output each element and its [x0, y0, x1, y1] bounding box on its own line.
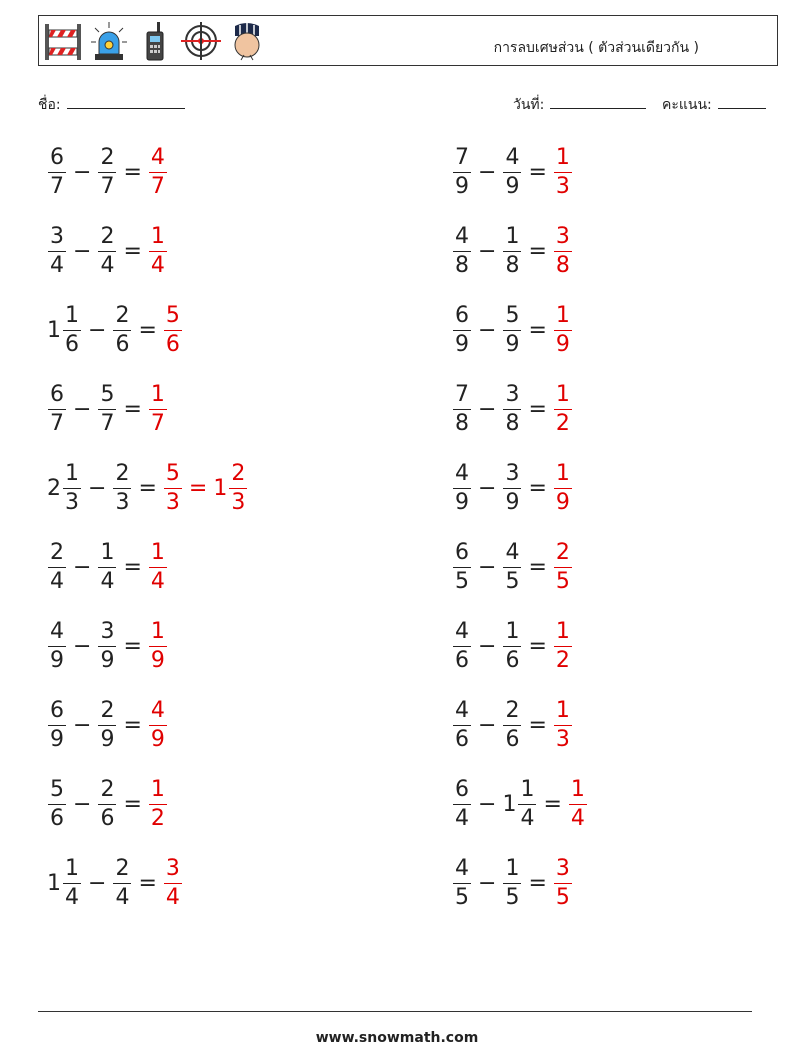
minus-sign: −: [478, 159, 497, 185]
fraction: [453, 697, 471, 752]
denominator: 5: [455, 568, 469, 594]
numerator: 6: [453, 779, 471, 805]
numerator: 1: [63, 305, 81, 331]
numerator: 3: [503, 384, 521, 410]
equals-sign: =: [528, 870, 547, 896]
numerator: 1: [503, 858, 521, 884]
numerator: 1: [554, 384, 572, 410]
answer-fraction: [229, 460, 247, 515]
numerator: 1: [554, 463, 572, 489]
denominator: 9: [50, 726, 64, 752]
worksheet-title: การลบเศษส่วน ( ตัวส่วนเดียวกัน ): [493, 40, 699, 56]
numerator: 2: [503, 700, 521, 726]
minus-sign: −: [88, 870, 107, 896]
fraction: [453, 302, 471, 357]
minus-sign: −: [478, 791, 497, 817]
equals-sign: =: [528, 159, 547, 185]
numerator: 1: [554, 621, 572, 647]
fraction: [63, 460, 81, 515]
answer-fraction: [149, 618, 167, 673]
numerator: 4: [453, 858, 471, 884]
equals-sign: =: [123, 396, 142, 422]
numerator: 4: [503, 542, 521, 568]
answer-fraction: [149, 539, 167, 594]
answer-fraction: [554, 144, 572, 199]
numerator: 1: [149, 542, 167, 568]
numerator: 3: [554, 226, 572, 252]
numerator: 1: [554, 305, 572, 331]
equals-sign: =: [138, 317, 157, 343]
minus-sign: −: [478, 238, 497, 264]
denominator: 6: [65, 331, 79, 357]
fraction: [98, 776, 116, 831]
fraction: [48, 539, 66, 594]
equals-sign: =: [528, 475, 547, 501]
denominator: 6: [100, 805, 115, 831]
equals-sign: =: [528, 633, 547, 659]
answer-equals-sign: =: [188, 475, 208, 501]
answer: [148, 776, 168, 831]
problem-19: [47, 853, 183, 913]
answer: [148, 381, 168, 436]
fraction: [98, 381, 116, 436]
minus-sign: −: [73, 396, 92, 422]
denominator: 5: [505, 568, 520, 594]
fraction: [453, 381, 471, 436]
denominator: 6: [50, 805, 64, 831]
problem-7: [47, 379, 168, 439]
fraction: [453, 855, 471, 910]
fraction: [113, 460, 131, 515]
answer-fraction: [554, 381, 572, 436]
fraction: [503, 302, 521, 357]
problem-8: [452, 379, 573, 439]
numerator: 1: [63, 463, 81, 489]
problem-16: [452, 695, 573, 755]
numerator: 5: [164, 463, 182, 489]
denominator: 7: [100, 173, 115, 199]
fraction: [503, 618, 521, 673]
minus-sign: −: [88, 475, 107, 501]
denominator: 8: [455, 252, 469, 278]
answer: [553, 855, 573, 910]
footer-url: www.snowmath.com: [315, 1030, 479, 1046]
denominator: 4: [65, 884, 79, 910]
score-label: คะแนน:: [662, 97, 712, 113]
numerator: 4: [453, 226, 471, 252]
numerator: 1: [554, 147, 572, 173]
numerator: 7: [453, 384, 471, 410]
denominator: 4: [100, 252, 115, 278]
denominator: 2: [555, 410, 570, 436]
equals-sign: =: [123, 238, 142, 264]
whole-number: 2: [47, 475, 61, 501]
fraction: [48, 776, 66, 831]
answer: [163, 460, 248, 515]
answer-fraction: [149, 776, 167, 831]
denominator: 9: [455, 489, 469, 515]
answer: [553, 144, 573, 199]
answer: [553, 302, 573, 357]
answer-fraction: [149, 381, 167, 436]
problem-20: [452, 853, 573, 913]
equals-sign: =: [138, 475, 157, 501]
denominator: 3: [555, 173, 570, 199]
numerator: 2: [113, 858, 131, 884]
numerator: 3: [164, 858, 182, 884]
problem-2: [452, 142, 573, 202]
date-label: วันที่:: [513, 97, 545, 113]
answer: [148, 144, 168, 199]
denominator: 5: [555, 568, 570, 594]
whole-number: 1: [47, 870, 61, 896]
equals-sign: =: [123, 159, 142, 185]
numerator: 2: [98, 700, 116, 726]
fraction: [98, 144, 116, 199]
fraction: [503, 539, 521, 594]
denominator: 9: [555, 331, 570, 357]
answer-fraction: [149, 144, 167, 199]
answer-fraction: [149, 223, 167, 278]
numerator: 4: [149, 700, 167, 726]
equals-sign: =: [528, 317, 547, 343]
minus-sign: −: [73, 712, 92, 738]
denominator: 7: [50, 410, 64, 436]
denominator: 4: [150, 252, 165, 278]
answer: [148, 539, 168, 594]
fraction: [63, 855, 81, 910]
denominator: 7: [50, 173, 64, 199]
fraction: [503, 144, 521, 199]
denominator: 4: [570, 805, 585, 831]
answer-fraction: [164, 460, 182, 515]
denominator: 6: [455, 726, 469, 752]
equals-sign: =: [528, 554, 547, 580]
denominator: 3: [115, 489, 130, 515]
denominator: 9: [455, 331, 469, 357]
minus-sign: −: [478, 870, 497, 896]
answer: [553, 618, 573, 673]
answer-fraction: [554, 539, 572, 594]
denominator: 9: [150, 726, 165, 752]
fraction: [63, 302, 81, 357]
numerator: 3: [503, 463, 521, 489]
equals-sign: =: [123, 633, 142, 659]
fraction: [453, 776, 471, 831]
fraction: [453, 144, 471, 199]
numerator: 2: [98, 226, 116, 252]
problem-14: [452, 616, 573, 676]
answer: [163, 855, 183, 910]
answer-fraction: [149, 697, 167, 752]
numerator: 1: [149, 779, 167, 805]
denominator: 9: [100, 647, 115, 673]
numerator: 1: [149, 226, 167, 252]
problem-5: [47, 300, 183, 360]
numerator: 2: [98, 147, 116, 173]
denominator: 4: [115, 884, 130, 910]
numerator: 2: [554, 542, 572, 568]
numerator: 3: [48, 226, 66, 252]
denominator: 6: [455, 647, 469, 673]
equals-sign: =: [123, 791, 142, 817]
numerator: 3: [98, 621, 116, 647]
problem-4: [452, 221, 573, 281]
answer-fraction: [554, 855, 572, 910]
denominator: 6: [505, 726, 520, 752]
numerator: 2: [113, 305, 131, 331]
numerator: 1: [554, 700, 572, 726]
fraction: [453, 618, 471, 673]
minus-sign: −: [478, 633, 497, 659]
fraction: [98, 223, 116, 278]
denominator: 8: [455, 410, 469, 436]
problem-18: [452, 774, 588, 834]
fraction: [503, 697, 521, 752]
denominator: 4: [455, 805, 469, 831]
fraction: [98, 539, 116, 594]
fraction: [48, 697, 66, 752]
denominator: 4: [150, 568, 165, 594]
numerator: 1: [149, 384, 167, 410]
numerator: 6: [453, 542, 471, 568]
minus-sign: −: [73, 238, 92, 264]
numerator: 1: [98, 542, 116, 568]
problem-3: [47, 221, 168, 281]
fraction: [453, 460, 471, 515]
numerator: 6: [48, 147, 66, 173]
answer-fraction: [554, 618, 572, 673]
numerator: 1: [503, 226, 521, 252]
equals-sign: =: [138, 870, 157, 896]
denominator: 9: [50, 647, 64, 673]
name-label: ชื่อ:: [38, 97, 61, 113]
problem-6: [452, 300, 573, 360]
fraction: [503, 223, 521, 278]
denominator: 5: [505, 884, 520, 910]
minus-sign: −: [73, 554, 92, 580]
denominator: 8: [505, 252, 520, 278]
answer-fraction: [554, 223, 572, 278]
equals-sign: =: [543, 791, 562, 817]
fraction: [48, 144, 66, 199]
denominator: 3: [165, 489, 180, 515]
denominator: 6: [165, 331, 180, 357]
numerator: 5: [48, 779, 66, 805]
numerator: 1: [569, 779, 587, 805]
fraction: [453, 223, 471, 278]
fraction: [113, 855, 131, 910]
numerator: 4: [453, 621, 471, 647]
denominator: 8: [555, 252, 570, 278]
numerator: 6: [48, 700, 66, 726]
denominator: 2: [150, 805, 165, 831]
denominator: 4: [520, 805, 535, 831]
denominator: 7: [150, 410, 165, 436]
answer-fraction: [554, 697, 572, 752]
problem-9: [47, 458, 248, 518]
numerator: 7: [453, 147, 471, 173]
problem-13: [47, 616, 168, 676]
denominator: 3: [555, 726, 570, 752]
denominator: 4: [50, 568, 64, 594]
numerator: 4: [48, 621, 66, 647]
problem-11: [47, 537, 168, 597]
numerator: 6: [48, 384, 66, 410]
equals-sign: =: [528, 396, 547, 422]
numerator: 1: [63, 858, 81, 884]
equals-sign: =: [123, 712, 142, 738]
footer-divider: [38, 1011, 752, 1012]
fraction: [518, 776, 536, 831]
numerator: 2: [113, 463, 131, 489]
answer: [163, 302, 183, 357]
equals-sign: =: [528, 712, 547, 738]
answer: [553, 381, 573, 436]
answer-fraction: [554, 302, 572, 357]
numerator: 3: [554, 858, 572, 884]
answer: [148, 618, 168, 673]
minus-sign: −: [478, 396, 497, 422]
numerator: 2: [98, 779, 116, 805]
denominator: 9: [150, 647, 165, 673]
denominator: 4: [50, 252, 64, 278]
minus-sign: −: [478, 475, 497, 501]
denominator: 5: [555, 884, 570, 910]
numerator: 4: [149, 147, 167, 173]
whole-number: 1: [502, 791, 517, 817]
denominator: 7: [150, 173, 165, 199]
numerator: 4: [503, 147, 521, 173]
answer: [553, 697, 573, 752]
problem-10: [452, 458, 573, 518]
numerator: 2: [229, 463, 247, 489]
denominator: 9: [455, 173, 469, 199]
numerator: 1: [518, 779, 536, 805]
denominator: 2: [555, 647, 570, 673]
problem-1: [47, 142, 168, 202]
answer: [553, 460, 573, 515]
denominator: 3: [65, 489, 79, 515]
equals-sign: =: [528, 238, 547, 264]
minus-sign: −: [73, 633, 92, 659]
denominator: 9: [555, 489, 570, 515]
minus-sign: −: [478, 317, 497, 343]
equals-sign: =: [123, 554, 142, 580]
denominator: 7: [100, 410, 115, 436]
denominator: 4: [165, 884, 180, 910]
fraction: [48, 381, 66, 436]
denominator: 9: [505, 331, 520, 357]
minus-sign: −: [73, 159, 92, 185]
denominator: 9: [505, 489, 520, 515]
numerator: 5: [503, 305, 521, 331]
fraction: [113, 302, 131, 357]
answer: [553, 539, 573, 594]
denominator: 6: [505, 647, 520, 673]
fraction: [98, 618, 116, 673]
denominator: 9: [505, 173, 520, 199]
fraction: [48, 618, 66, 673]
fraction: [503, 381, 521, 436]
fraction: [503, 855, 521, 910]
answer-fraction: [164, 855, 182, 910]
fraction: [48, 223, 66, 278]
minus-sign: −: [73, 791, 92, 817]
problem-17: [47, 774, 168, 834]
numerator: 5: [98, 384, 116, 410]
denominator: 8: [505, 410, 520, 436]
numerator: 1: [503, 621, 521, 647]
problem-15: [47, 695, 168, 755]
numerator: 2: [48, 542, 66, 568]
fraction: [503, 460, 521, 515]
problem-12: [452, 537, 573, 597]
numerator: 1: [149, 621, 167, 647]
answer-fraction: [569, 776, 587, 831]
minus-sign: −: [478, 554, 497, 580]
answer: [553, 223, 573, 278]
numerator: 4: [453, 463, 471, 489]
denominator: 6: [115, 331, 130, 357]
answer: [148, 697, 168, 752]
numerator: 6: [453, 305, 471, 331]
fraction: [453, 539, 471, 594]
denominator: 3: [231, 489, 246, 515]
answer-fraction: [554, 460, 572, 515]
whole-number: 1: [213, 475, 228, 501]
answer-fraction: [164, 302, 182, 357]
denominator: 4: [100, 568, 115, 594]
answer: [148, 223, 168, 278]
numerator: 5: [164, 305, 182, 331]
whole-number: 1: [47, 317, 61, 343]
minus-sign: −: [478, 712, 497, 738]
numerator: 4: [453, 700, 471, 726]
denominator: 5: [455, 884, 469, 910]
fraction: [98, 697, 116, 752]
answer: [568, 776, 588, 831]
denominator: 9: [100, 726, 115, 752]
minus-sign: −: [88, 317, 107, 343]
